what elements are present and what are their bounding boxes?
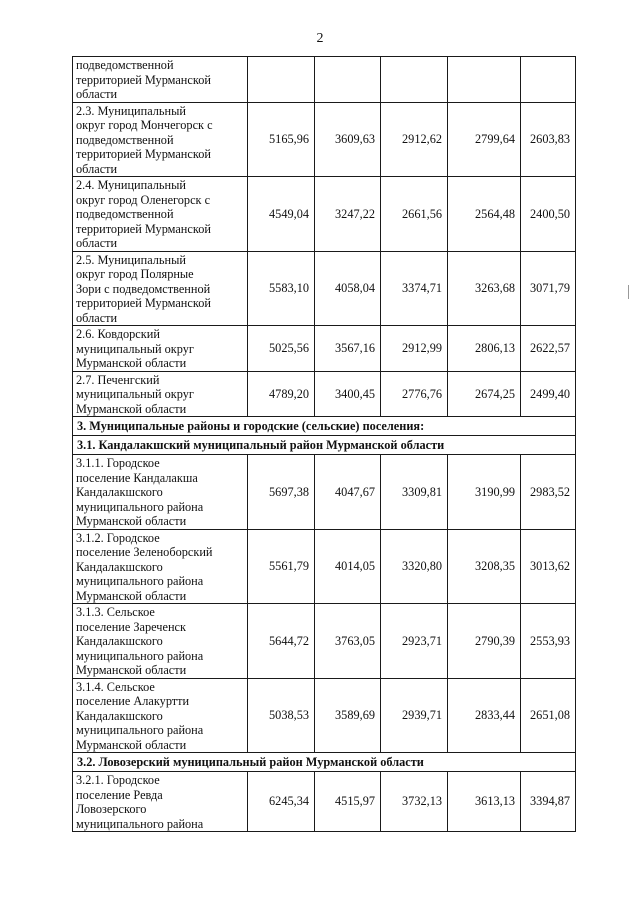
municipality-name-line: Мурманской области [76, 737, 187, 752]
value-cell: 3613,13 [448, 772, 521, 832]
table-row [73, 57, 576, 103]
municipality-name-line: поселение Кандалакша [76, 470, 198, 485]
municipality-name-line: Мурманской области [76, 401, 187, 416]
municipality-name-line: Мурманской области [76, 514, 187, 528]
value-cell: 3763,05 [315, 604, 381, 679]
municipality-name-line: Кандалакшского [76, 708, 163, 723]
value-cell: 3732,13 [381, 772, 448, 832]
table-row [73, 772, 576, 832]
municipality-name-line: муниципального района [76, 648, 204, 663]
table-row [73, 177, 576, 252]
tariff-table-body [73, 57, 576, 832]
value-cell: 3400,45 [315, 371, 381, 417]
municipality-name-line: 2.4. Муниципальный [76, 178, 186, 192]
municipality-name-line: 3.1.3. Сельское [76, 605, 155, 619]
municipality-name-line: Мурманской области [76, 356, 187, 370]
value-cell: 2983,52 [521, 455, 576, 530]
value-cell: 3374,71 [381, 251, 448, 326]
value-cell: 5697,38 [248, 455, 315, 530]
municipality-name-line: муниципального района [76, 574, 204, 588]
section-heading: 3.1. Кандалакшский муниципальный район Мурманской области [73, 436, 576, 455]
value-cell: 2912,99 [381, 326, 448, 372]
value-cell: 2939,71 [381, 678, 448, 753]
municipality-name-line: округ город Оленегорск с [76, 192, 211, 207]
municipality-name-line: территорией Мурманской [76, 296, 211, 310]
value-cell: 2923,71 [381, 604, 448, 679]
municipality-name-cell [73, 529, 248, 604]
value-cell: 3567,16 [315, 326, 381, 372]
table-row [73, 102, 576, 177]
municipality-name-line: Мурманской области [76, 663, 187, 677]
section-heading: 3.2. Ловозерский муниципальный район Мурманской области [73, 753, 576, 772]
value-cell: 3609,63 [315, 102, 381, 177]
value-cell: 2603,83 [521, 102, 576, 177]
value-cell: 2553,93 [521, 604, 576, 679]
municipality-name-line: Мурманской области [76, 588, 187, 603]
municipality-name-cell [73, 371, 248, 417]
value-cell: 3309,81 [381, 455, 448, 530]
value-cell: 4549,04 [248, 177, 315, 252]
value-cell: 5583,10 [248, 251, 315, 326]
value-cell: 4515,97 [315, 772, 381, 832]
section-header-row [73, 417, 576, 436]
table-row [73, 604, 576, 679]
municipality-name-line: области [76, 161, 118, 176]
value-cell: 5025,56 [248, 326, 315, 372]
municipality-name-cell [73, 251, 248, 326]
municipality-name-line: поселение Ревда [76, 787, 163, 802]
value-cell: 5561,79 [248, 529, 315, 604]
value-cell: 5165,96 [248, 102, 315, 177]
municipality-name-line: 3.1.1. Городское [76, 456, 160, 470]
section-heading: 3. Муниципальные районы и городские (сельские) поселения: [73, 417, 576, 436]
municipality-name-line: Ловозерского [76, 802, 147, 816]
table-row [73, 371, 576, 417]
municipality-name-cell [73, 455, 248, 530]
value-cell: 2833,44 [448, 678, 521, 753]
municipality-name-cell [73, 772, 248, 832]
value-cell: 5644,72 [248, 604, 315, 679]
margin-mark [628, 285, 632, 299]
table-row [73, 678, 576, 753]
value-cell: 2661,56 [381, 177, 448, 252]
municipality-name-line: Зори с подведомственной [76, 281, 211, 296]
value-cell: 2622,57 [521, 326, 576, 372]
table-row [73, 455, 576, 530]
municipality-name-line: территорией Мурманской [76, 72, 211, 87]
municipality-name-cell [73, 678, 248, 753]
value-cell [315, 57, 381, 103]
municipality-name-line: области [76, 236, 118, 250]
table-row [73, 326, 576, 372]
municipality-name-line: подведомственной [76, 132, 174, 147]
tariff-table [72, 56, 576, 832]
municipality-name-cell [73, 57, 248, 103]
value-cell [448, 57, 521, 103]
municipality-name-line: области [76, 87, 118, 101]
municipality-name-line: территорией Мурманской [76, 147, 211, 161]
municipality-name-line: Кандалакшского [76, 559, 163, 574]
table-row [73, 529, 576, 604]
value-cell: 3320,80 [381, 529, 448, 604]
value-cell: 3589,69 [315, 678, 381, 753]
value-cell: 6245,34 [248, 772, 315, 832]
municipality-name-line: Кандалакшского [76, 634, 163, 648]
value-cell: 3013,62 [521, 529, 576, 604]
value-cell: 3263,68 [448, 251, 521, 326]
municipality-name-line: округ город Мончегорск с [76, 118, 213, 132]
municipality-name-line: 3.2.1. Городское [76, 773, 160, 787]
municipality-name-line: территорией Мурманской [76, 221, 211, 236]
municipality-name-cell [73, 102, 248, 177]
municipality-name-line: округ город Полярные [76, 267, 194, 281]
value-cell: 3190,99 [448, 455, 521, 530]
value-cell: 3071,79 [521, 251, 576, 326]
value-cell: 3208,35 [448, 529, 521, 604]
section-header-row [73, 436, 576, 455]
value-cell: 2499,40 [521, 371, 576, 417]
municipality-name-line: поселение Зеленоборский [76, 545, 213, 559]
municipality-name-line: 2.6. Ковдорский [76, 327, 160, 341]
value-cell: 2674,25 [448, 371, 521, 417]
value-cell: 4014,05 [315, 529, 381, 604]
municipality-name-line: 3.1.2. Городское [76, 530, 160, 545]
municipality-name-line: 2.7. Печенгский [76, 372, 160, 387]
municipality-name-cell [73, 604, 248, 679]
value-cell [248, 57, 315, 103]
value-cell: 2806,13 [448, 326, 521, 372]
value-cell: 3394,87 [521, 772, 576, 832]
value-cell: 4058,04 [315, 251, 381, 326]
municipality-name-line: области [76, 310, 118, 325]
municipality-name-line: 2.3. Муниципальный [76, 103, 186, 118]
value-cell: 2790,39 [448, 604, 521, 679]
municipality-name-line: 2.5. Муниципальный [76, 252, 186, 267]
municipality-name-line: подведомственной [76, 207, 174, 221]
municipality-name-line: Кандалакшского [76, 485, 163, 499]
section-header-row [73, 753, 576, 772]
value-cell: 2799,64 [448, 102, 521, 177]
municipality-name-cell [73, 177, 248, 252]
municipality-name-line: подведомственной [76, 58, 174, 72]
municipality-name-cell [73, 326, 248, 372]
municipality-name-line: поселение Алакуртти [76, 694, 190, 708]
value-cell: 2912,62 [381, 102, 448, 177]
municipality-name-line: муниципальный округ [76, 387, 194, 401]
municipality-name-line: 3.1.4. Сельское [76, 679, 155, 694]
municipality-name-line: муниципальный округ [76, 341, 194, 356]
value-cell: 2400,50 [521, 177, 576, 252]
value-cell: 5038,53 [248, 678, 315, 753]
value-cell [521, 57, 576, 103]
municipality-name-line: муниципального района [76, 499, 204, 514]
value-cell [381, 57, 448, 103]
municipality-name-line: поселение Зареченск [76, 619, 186, 634]
value-cell: 4047,67 [315, 455, 381, 530]
value-cell: 3247,22 [315, 177, 381, 252]
value-cell: 2651,08 [521, 678, 576, 753]
page-number: 2 [316, 31, 324, 46]
value-cell: 4789,20 [248, 371, 315, 417]
value-cell: 2776,76 [381, 371, 448, 417]
municipality-name-line: муниципального района [76, 723, 204, 737]
value-cell: 2564,48 [448, 177, 521, 252]
table-row [73, 251, 576, 326]
municipality-name-line: муниципального района [76, 816, 204, 831]
